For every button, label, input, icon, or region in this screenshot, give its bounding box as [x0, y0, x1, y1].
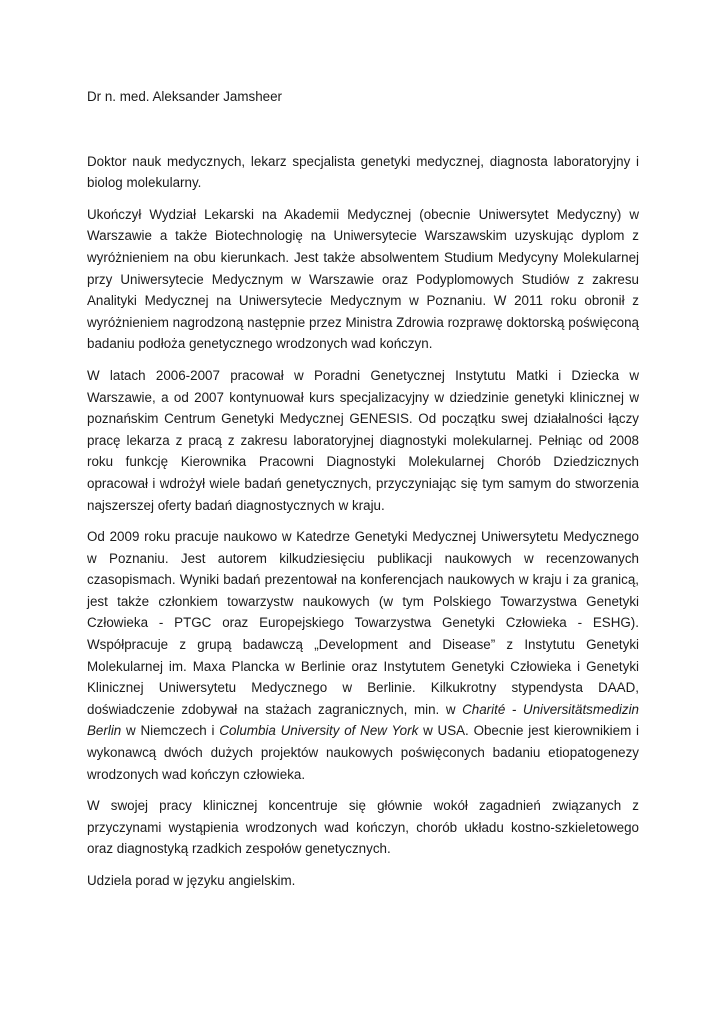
research-text-part-2: w Niemczech i	[121, 723, 220, 739]
research-text-part-1: Od 2009 roku pracuje naukowo w Katedrze Genetyki Medycznej Uniwersytetu Medycznego w Poznaniu. Jest autorem kilkudziesięciu publikacji naukowych w recenzowanych czasopismach. Wyniki badań prezentował na konferencjach naukowych w kraju i za granicą, jest także członkiem towarzystw naukowych (w tym Polskiego Towarzystwa Genetyki Człowieka - PTGC oraz Europejskiego Towarzystwa Genetyki Człowieka - ESHG). Współpracuje z grupą badawczą „Development and Disease” z Instytutu Genetyki Molekularnej im. Maxa Plancka w Berlinie oraz Instytutem Genetyki Człowieka i Genetyki Klinicznej Uniwersytetu Medycznego w Berlinie. Kilkukrotny stypendysta DAAD, doświadczenie zdobywał na stażach zagranicznych, min. w	[87, 529, 639, 717]
paragraph-summary: Doktor nauk medycznych, lekarz specjalista genetyki medycznej, diagnosta laboratoryjny i biolog molekularny.	[87, 153, 639, 191]
document-heading: Dr n. med. Aleksander Jamsheer	[87, 89, 282, 104]
paragraph-career: W latach 2006-2007 pracował w Poradni Genetycznej Instytutu Matki i Dziecka w Warszawie, a od 2007 kontynuował kurs specjalizacyjny w dziedzinie genetyki klinicznej w poznańskim Centrum Genetyki Medycznej GENESIS. Od początku swej działalności łączy pracę lekarza z pracą z zakresu laboratoryjnej diagnostyki molekularnej. Pełniąc od 2008 roku funkcję Kierownika Pracowni Diagnostyki Molekularnej Chorób Dziedzicznych opracował i wdrożył wiele badań genetycznych, przyczyniając się tym samym do stworzenia najszerszej oferty badań diagnostycznych w kraju.	[87, 367, 639, 513]
institution-columbia: Columbia University of New York	[219, 723, 419, 739]
paragraph-clinical-focus: W swojej pracy klinicznej koncentruje się głównie wokół zagadnień związanych z przyczynami wystąpienia wrodzonych wad kończyn, chorób układu kostno-szkieletowego oraz diagnostyką rzadkich zespołów genetycznych.	[87, 798, 639, 857]
paragraph-research	[87, 526, 639, 785]
paragraph-languages: Udziela porad w języku angielskim.	[87, 873, 296, 888]
institution-charite: Charité - Universitätsmedizin Berlin	[87, 701, 640, 739]
research-text-part-3: w USA. Obecnie jest kierownikiem i wykonawcą dwóch dużych projektów naukowych poświęconych badaniu etiopatogenezy wrodzonych wad kończyn człowieka.	[87, 723, 639, 782]
document-page	[87, 86, 639, 902]
paragraph-education: Ukończył Wydział Lekarski na Akademii Medycznej (obecnie Uniwersytet Medyczny) w Warszawie a także Biotechnologię na Uniwersytecie Warszawskim uzyskując dyplom z wyróżnieniem na obu kierunkach. Jest także absolwentem Studium Medycyny Molekularnej przy Uniwersytecie Medycznym w Warszawie oraz Podyplomowych Studiów z zakresu Analityki Medycznej na Uniwersytecie Medycznym w Poznaniu. W 2011 roku obronił z wyróżnieniem nagrodzoną następnie przez Ministra Zdrowia rozprawę doktorską poświęconą badaniu podłoża genetycznego wrodzonych wad kończyn.	[87, 206, 639, 352]
